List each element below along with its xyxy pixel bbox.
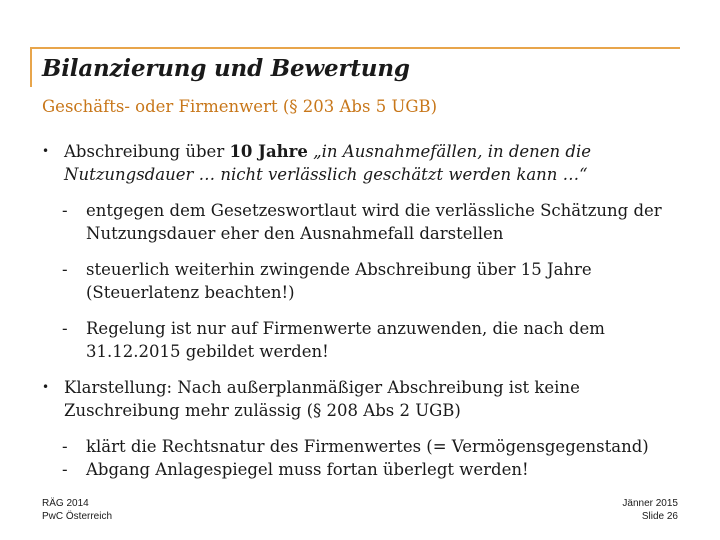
bullet-text: Klarstellung: Nach außerplanmäßiger Abschreibung ist keine Zuschreibung mehr zulässig (§ 208 Abs 2 UGB)	[64, 378, 580, 420]
sub-bullet-marker: -	[62, 460, 68, 479]
sub-bullet-marker: -	[62, 319, 68, 338]
bullet-text: Abschreibung über	[64, 142, 230, 161]
sub-bullet-text: Abgang Anlagespiegel muss fortan überlegt werden!	[86, 460, 529, 479]
footer-presentation-name: RÄG 2014	[42, 498, 89, 509]
sub-bullet-marker: -	[62, 201, 68, 220]
bullet-item	[42, 140, 692, 186]
bullet-quote: „in Ausnahmefällen, in denen die Nutzungsdauer … nicht verlässlich geschätzt werden kann …“	[64, 142, 592, 184]
bullet-marker: •	[42, 380, 50, 394]
sub-bullet-text: entgegen dem Gesetzeswortlaut wird die verlässliche Schätzung der Nutzungsdauer eher den Ausnahmefall darstellen	[86, 201, 662, 243]
sub-bullet-item	[42, 435, 692, 458]
sub-bullet-item	[42, 258, 692, 304]
sub-bullet-item	[42, 458, 692, 481]
slide-title: Bilanzierung und Bewertung	[42, 55, 410, 82]
slide-frame-top-line	[30, 47, 680, 49]
footer-slide-number: Slide 26	[641, 511, 678, 522]
bullet-emphasis: 10 Jahre	[229, 142, 308, 161]
footer-left	[42, 497, 112, 523]
slide-subtitle: Geschäfts- oder Firmenwert (§ 203 Abs 5 UGB)	[42, 97, 438, 116]
sub-bullet-item	[42, 199, 692, 245]
sub-bullet-item	[42, 317, 692, 363]
slide-frame-left-line	[30, 47, 32, 87]
sub-bullet-marker: -	[62, 437, 68, 456]
sub-bullet-text: Regelung ist nur auf Firmenwerte anzuwenden, die nach dem 31.12.2015 gebildet werden!	[86, 319, 605, 361]
bullet-marker: •	[42, 144, 50, 158]
bullet-item	[42, 376, 692, 422]
footer-company-name: PwC Österreich	[42, 511, 113, 522]
footer-date: Jänner 2015	[622, 498, 678, 509]
sub-bullet-text: steuerlich weiterhin zwingende Abschreibung über 15 Jahre (Steuerlatenz beachten!)	[86, 260, 592, 302]
slide-content	[42, 140, 692, 494]
sub-bullet-marker: -	[62, 260, 68, 279]
footer-right	[622, 497, 678, 523]
sub-bullet-text: klärt die Rechtsnatur des Firmenwertes (= Vermögensgegenstand)	[86, 437, 649, 456]
